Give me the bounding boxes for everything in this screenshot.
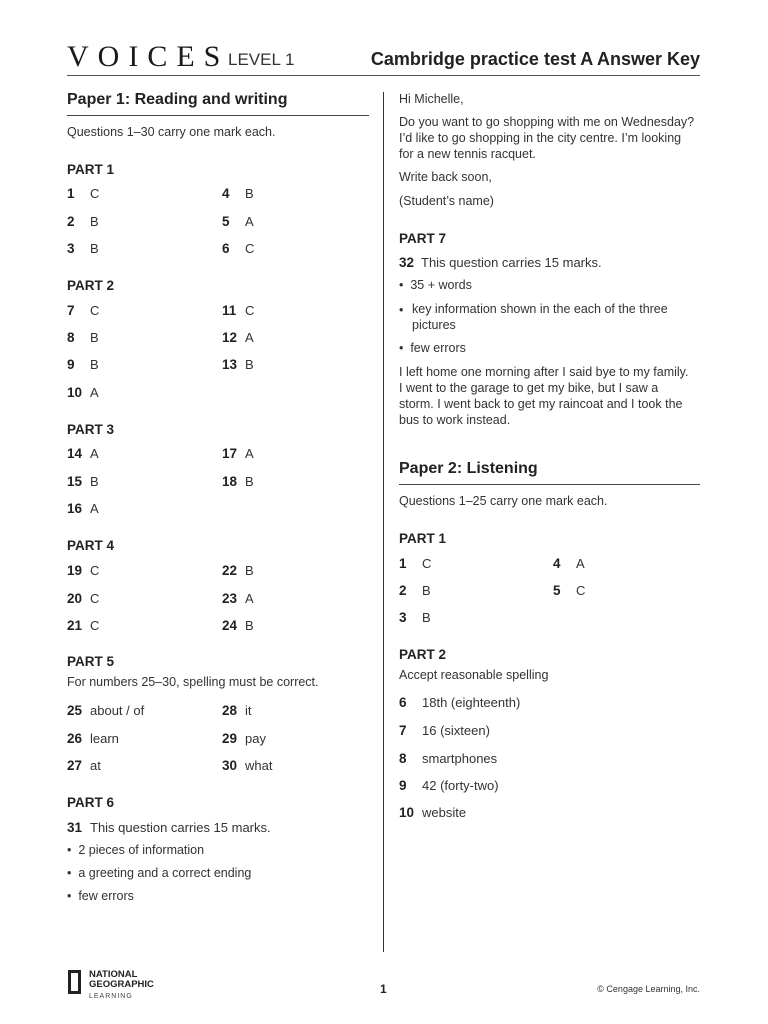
list-item: • 2 pieces of information — [67, 843, 205, 857]
answer-value: B — [90, 214, 99, 229]
answer-row — [222, 356, 254, 374]
answer-row — [553, 555, 585, 573]
p1-part1-heading: PART 1 — [67, 162, 115, 177]
answer-value: A — [90, 385, 99, 400]
answer-row — [399, 582, 431, 600]
answer-value: A — [576, 556, 585, 571]
p1-part5-heading: PART 5 — [67, 654, 115, 669]
answer-row — [67, 302, 100, 320]
answer-row — [399, 609, 431, 627]
answer-value: C — [90, 618, 100, 633]
bullet-text: a greeting and a correct ending — [78, 866, 252, 880]
question-number: 9 — [67, 357, 75, 372]
p2-part2-note: Accept reasonable spelling — [399, 668, 549, 682]
question-number: 17 — [222, 446, 238, 461]
bullet-text: few errors — [78, 889, 134, 903]
question-number: 12 — [222, 330, 238, 345]
question-number: 31 — [67, 820, 83, 835]
answer-row — [67, 329, 99, 347]
answer-value: C — [576, 583, 586, 598]
answer-value: B — [245, 618, 254, 633]
answer-row — [67, 445, 99, 463]
answer-value: learn — [90, 731, 119, 746]
p1-part6-heading: PART 6 — [67, 795, 115, 810]
answer-value: B — [90, 357, 99, 372]
answer-value: B — [90, 241, 99, 256]
bullet-text: 35 + words — [410, 278, 472, 292]
paper2-rule — [399, 484, 700, 485]
level-label: LEVEL 1 — [228, 50, 295, 69]
answer-row — [222, 185, 254, 203]
question-text: This question carries 15 marks. — [421, 255, 602, 270]
answer-value: B — [245, 186, 254, 201]
answer-value: C — [422, 556, 432, 571]
answer-row — [67, 562, 100, 580]
answer-row — [67, 500, 99, 518]
answer-value: A — [245, 330, 254, 345]
list-item: • few errors — [399, 341, 466, 355]
answer-value: website — [422, 805, 467, 820]
paper2-title: Paper 2: Listening — [399, 460, 538, 477]
answer-value: A — [90, 501, 99, 516]
answer-row — [222, 562, 254, 580]
answer-row — [222, 302, 255, 320]
natgeo-logo-icon — [68, 970, 81, 994]
question-number: 15 — [67, 474, 83, 489]
answer-row — [399, 555, 432, 573]
paper1-rule — [67, 115, 369, 116]
answer-value: B — [422, 610, 431, 625]
question-number: 19 — [67, 563, 83, 578]
answer-row — [222, 702, 252, 720]
p1-part3-heading: PART 3 — [67, 422, 115, 437]
answer-value: C — [90, 563, 100, 578]
question-number: 6 — [399, 695, 407, 710]
answer-row — [222, 730, 266, 748]
answer-row — [399, 750, 498, 768]
answer-row — [222, 240, 255, 258]
question-number: 6 — [222, 241, 230, 256]
answer-row — [553, 582, 586, 600]
answer-value: A — [245, 446, 254, 461]
answer-row — [67, 473, 99, 491]
list-item: • 35 + words — [399, 278, 472, 292]
question-number: 22 — [222, 563, 238, 578]
paper2-note: Questions 1–25 carry one mark each. — [399, 494, 608, 508]
p2-part1-heading: PART 1 — [399, 531, 447, 546]
p1-part7-heading: PART 7 — [399, 231, 447, 246]
answer-value: pay — [245, 731, 266, 746]
question-number: 5 — [222, 214, 230, 229]
list-item: • a greeting and a correct ending — [67, 866, 252, 880]
paper1-note: Questions 1–30 carry one mark each. — [67, 125, 276, 139]
answer-row — [222, 329, 254, 347]
answer-value: B — [245, 563, 254, 578]
bullet-text: 2 pieces of information — [78, 843, 205, 857]
question-number: 27 — [67, 758, 83, 773]
answer-value: B — [245, 357, 254, 372]
letter-greeting: Hi Michelle, — [399, 92, 464, 106]
question-number: 20 — [67, 591, 83, 606]
question-number: 26 — [67, 731, 83, 746]
column-divider — [383, 92, 384, 952]
p1-part2-heading: PART 2 — [67, 278, 115, 293]
question-number: 9 — [399, 778, 407, 793]
paper1-title: Paper 1: Reading and writing — [67, 91, 288, 108]
question-number: 23 — [222, 591, 238, 606]
answer-row — [67, 356, 99, 374]
question-number: 10 — [67, 385, 83, 400]
answer-value: B — [90, 474, 99, 489]
question-number: 4 — [222, 186, 230, 201]
question-number: 25 — [67, 703, 83, 718]
question-number: 7 — [67, 303, 75, 318]
question-number: 29 — [222, 731, 238, 746]
answer-row — [67, 617, 100, 635]
answer-value: B — [90, 330, 99, 345]
question-number: 8 — [67, 330, 75, 345]
answer-value: C — [90, 186, 100, 201]
question-number: 2 — [399, 583, 407, 598]
question-number: 13 — [222, 357, 238, 372]
answer-row — [67, 185, 100, 203]
question-number: 1 — [67, 186, 75, 201]
bullet-mark: • — [399, 303, 404, 317]
answer-value: at — [90, 758, 101, 773]
answer-value: B — [422, 583, 431, 598]
answer-value: A — [245, 591, 254, 606]
list-item — [399, 301, 668, 332]
question-number: 3 — [67, 241, 75, 256]
answer-row — [67, 702, 145, 720]
answer-value: 16 (sixteen) — [422, 723, 490, 738]
letter-body: Do you want to go shopping with me on Wednesday? I’d like to go shopping in the city centre. I’m looking for a new tennis racquet. — [399, 115, 695, 161]
answer-value: C — [245, 241, 255, 256]
question-number: 11 — [222, 303, 237, 318]
answer-value: smartphones — [422, 751, 498, 766]
publisher-logo — [89, 970, 154, 989]
answer-row — [399, 694, 521, 712]
question-number: 4 — [553, 556, 561, 571]
question-number: 24 — [222, 618, 238, 633]
answer-value: C — [90, 591, 100, 606]
answer-row — [222, 757, 273, 775]
answer-row — [222, 617, 254, 635]
header-divider — [67, 75, 700, 76]
question-number: 5 — [553, 583, 561, 598]
part5-note: For numbers 25–30, spelling must be correct. — [67, 675, 319, 689]
answer-row — [67, 240, 99, 258]
answer-value: A — [90, 446, 99, 461]
question-number: 28 — [222, 703, 238, 718]
answer-row — [67, 590, 100, 608]
question-number: 18 — [222, 474, 238, 489]
question-number: 3 — [399, 610, 407, 625]
answer-value: 18th (eighteenth) — [422, 695, 521, 710]
answer-value: C — [245, 303, 255, 318]
answer-value: about / of — [90, 703, 145, 718]
logo-sub: LEARNING — [89, 993, 133, 1000]
question-number: 8 — [399, 751, 407, 766]
question-number: 14 — [67, 446, 83, 461]
answer-row — [399, 804, 467, 822]
letter-closing: Write back soon, — [399, 170, 492, 184]
logo-line2: GEOGRAPHIC — [89, 978, 154, 990]
question-number: 16 — [67, 501, 83, 516]
answer-value: it — [245, 703, 252, 718]
question-row — [67, 819, 271, 837]
question-number: 32 — [399, 255, 415, 270]
answer-row — [67, 757, 101, 775]
answer-row — [222, 445, 254, 463]
p1-part4-heading: PART 4 — [67, 538, 115, 553]
copyright: © Cengage Learning, Inc. — [597, 984, 700, 994]
question-number: 21 — [67, 618, 83, 633]
answer-value: 42 (forty-two) — [422, 778, 499, 793]
bullet-text: few errors — [410, 341, 466, 355]
question-row — [399, 254, 602, 272]
brand-title: VOICES — [67, 40, 230, 73]
answer-row — [222, 213, 254, 231]
answer-value: what — [245, 758, 273, 773]
question-number: 10 — [399, 805, 415, 820]
bullet-text: key information shown in the each of the three pictures — [412, 302, 668, 332]
answer-row — [222, 590, 254, 608]
logo-line1: NATIONAL — [89, 969, 138, 980]
answer-row — [399, 722, 490, 740]
answer-row — [67, 213, 99, 231]
p2-part2-heading: PART 2 — [399, 647, 447, 662]
answer-row — [222, 473, 254, 491]
answer-row — [67, 730, 119, 748]
question-number: 1 — [399, 556, 407, 571]
question-text: This question carries 15 marks. — [90, 820, 271, 835]
answer-row — [67, 384, 99, 402]
question-number: 30 — [222, 758, 238, 773]
answer-value: A — [245, 214, 254, 229]
list-item: • few errors — [67, 889, 134, 903]
letter-signature: (Student’s name) — [399, 194, 494, 208]
page-number: 1 — [380, 982, 387, 996]
answer-row — [399, 777, 499, 795]
question-number: 2 — [67, 214, 75, 229]
answer-value: B — [245, 474, 254, 489]
document-title: Cambridge practice test A Answer Key — [370, 49, 700, 69]
question-number: 7 — [399, 723, 407, 738]
answer-value: C — [90, 303, 100, 318]
part7-sample-answer: I left home one morning after I said bye to my family. I went to the garage to get my bike, but I saw a storm. I went back to get my raincoat and I took the bus to work instead. — [399, 365, 689, 427]
